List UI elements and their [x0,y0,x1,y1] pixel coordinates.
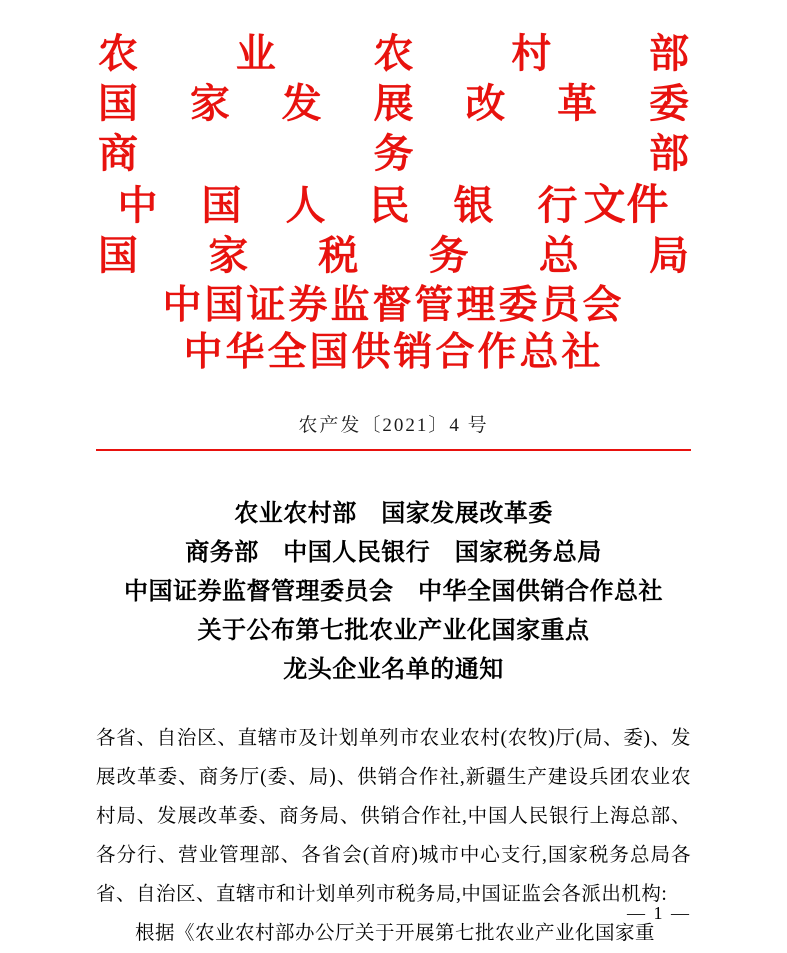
letterhead-char: 商 [98,130,138,177]
letterhead-char: 民 [369,182,410,229]
letterhead-char: 革 [557,80,598,127]
letterhead-line-4-agency [117,182,578,229]
letterhead-char: 展 [373,80,414,127]
letterhead-char: 银 [453,182,494,229]
letterhead-char: 国 [98,80,138,127]
letterhead-char: 发 [281,80,322,127]
letterhead [96,0,691,375]
letterhead-line-4 [96,180,691,229]
body-paragraph-1: 根据《农业农村部办公厅关于开展第七批农业产业化国家重 [135,923,656,945]
letterhead-char: 人 [285,182,326,229]
red-divider-rule [96,449,691,451]
letterhead-char: 委 [648,80,689,127]
letterhead-char: 行 [537,182,578,229]
title-line: 关于公布第七批农业产业化国家重点 [197,617,590,644]
letterhead-char: 中 [117,182,158,229]
document-body [96,719,691,953]
letterhead-line-3 [96,130,691,177]
letterhead-char: 国 [98,232,138,279]
title-line: 龙头企业名单的通知 [283,656,504,683]
letterhead-char: 部 [649,130,689,177]
title-line: 农业农村部 国家发展改革委 [234,501,553,527]
letterhead-char: 总 [538,232,579,279]
letterhead-char: 业 [235,30,276,77]
document-number: 农产发〔2021〕4 号 [298,415,489,436]
document-title [96,495,691,689]
title-line: 中国证券监督管理委员会 中华全国供销合作总社 [124,578,663,605]
letterhead-wenjian-label: 文件 [583,180,670,229]
title-line: 商务部 中国人民银行 国家税务总局 [185,539,602,566]
letterhead-char: 农 [98,30,138,77]
letterhead-line-1 [96,30,691,77]
letterhead-char: 部 [649,30,689,77]
addressee-paragraph: 各省、自治区、直辖市及计划单列市农业农村(农牧)厅(局、委)、发展改革委、商务厅(委、局)、供销合作社,新疆生产建设兵团农业农村局、发展改革委、商务局、供销合作社,中国人民银行上海总部、各分行、营业管理部、各省会(首府)城市中心支行,国家税务总局各省、自治区、直辖市和计划单列市税务局,中国证监会各派出机构: [96,728,691,906]
letterhead-line-7: 中华全国供销合作总社 [183,329,604,375]
letterhead-char: 务 [428,232,469,279]
letterhead-line-2 [96,80,691,127]
letterhead-char: 家 [189,80,230,127]
letterhead-char: 农 [373,30,414,77]
letterhead-char: 村 [511,30,552,77]
letterhead-char: 国 [201,182,242,229]
letterhead-line-6: 中国证券监督管理委员会 [162,282,625,328]
letterhead-char: 税 [318,232,359,279]
letterhead-line-5 [96,232,691,279]
letterhead-char: 改 [465,80,506,127]
letterhead-char: 局 [648,232,689,279]
letterhead-char: 务 [373,130,414,177]
letterhead-char: 家 [208,232,249,279]
page-number: — 1 — [627,903,691,923]
